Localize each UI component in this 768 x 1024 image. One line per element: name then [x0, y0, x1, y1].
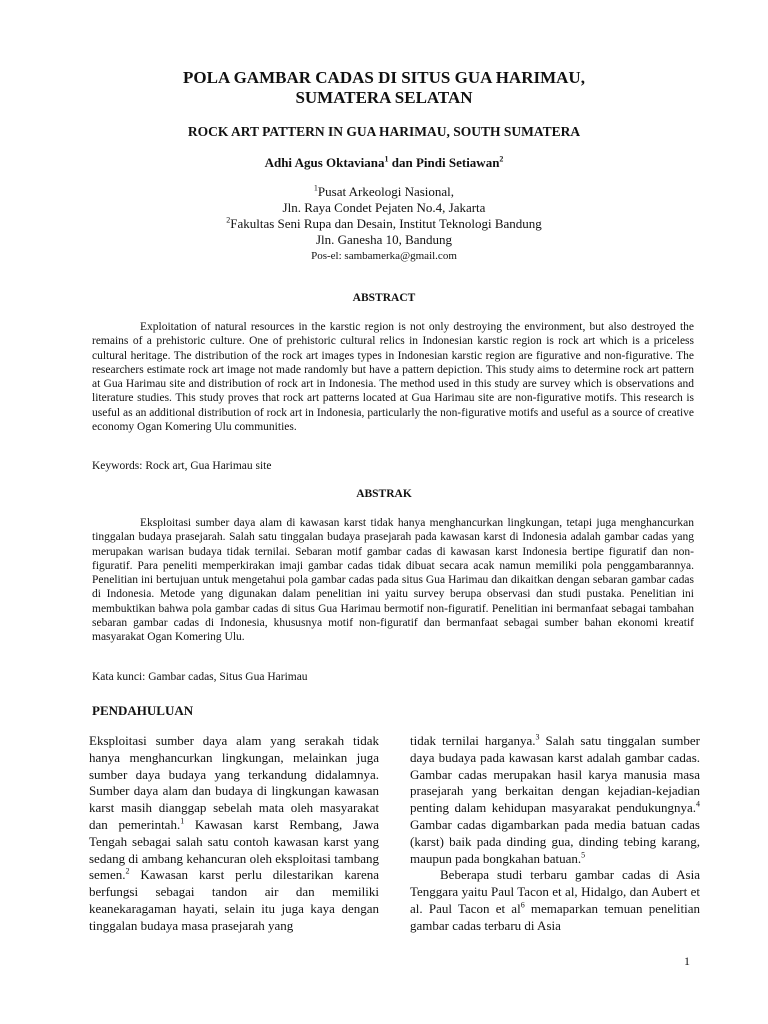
abstract-text: Exploitation of natural resources in the karstic region is not only destroying the environment, but also destroyed the remains of a prehistoric culture. One of prehistoric cultural relics in Indonesian karstic region is rock art which is a priceless cultural heritage. The distribution of the rock art images types in Indonesian karstic region are figurative and non-figurative. The researchers estimate rock art image not made randomly but have a pattern depiction. This study aims to determine rock art pattern at Gua Harimau site and distribution of rock art in Indonesia. The method used in this study are survey which is observations and literature studies. This study proves that rock art patterns located at Gua Harimau site are non-figurative motifs. This research is useful as an additional distribution of rock art in Indonesia, particularly the non-figurative motifs and useful as a source of creative economy Ogan Komering Ulu communities. [92, 321, 694, 434]
affil-1: Pusat Arkeologi Nasional, [317, 184, 455, 199]
col2-text-2: Salah satu tinggalan sumber daya budaya pada kawasan karst adalah gambar cadas. Gambar cadas merupakan hasil karya manusia masa prasejarah yang berkaitan dengan kejadian-kejadian penting dalam kehidupan masyarakat pendukungnya. [410, 733, 701, 816]
keywords: Keywords: Rock art, Gua Harimau site [92, 460, 272, 472]
title-line-1: POLA GAMBAR CADAS DI SITUS GUA HARIMAU, [183, 68, 585, 87]
col1-text-3: Kawasan karst perlu dilestarikan karena berfungsi sebagai tandon air dan memiliki keanekaragaman hayati, selain itu juga kaya dengan tinggalan budaya masa prasejarah yang [89, 867, 379, 933]
section-heading: PENDAHULUAN [92, 703, 194, 718]
affil-1-sup: 1 [313, 183, 318, 193]
abstrak-text: Eksploitasi sumber daya alam di kawasan karst tidak hanya menghancurkan lingkungan, tetapi juga menghancurkan tinggalan budaya prasejarah. Salah satu tinggalan budaya prasejarah pada kawasan karst di Indonesia adalah gambar cadas yang merupakan warisan budaya tidak ternilai. Sebaran motif gambar cadas di kawasan karst Indonesia bertipe figuratif dan non-figuratif. Para peneliti memperkirakan imaji gambar cadas tidak dibuat secara acak namun memiliki pola penggambarannya. Penelitian ini bertujuan untuk mengetahui pola gambar cadas pada situs Gua Harimau dan dikaitkan dengan sebaran gambar cadas di Indonesia. Metode yang digunakan dalam penelitian ini yaitu survey berupa observasi dan studi pustaka. Penelitian ini membuktikan bahwa pola gambar cadas di situs Gua Harimau bermotif non-figuratif. Penelitian ini bermanfaat sebagai tambahan sebaran gambar cadas di Indonesia, khususnya motif non-figuratif dan bermanfaat sebagai sumber bahan ekonomi kreatif masyarakat Ogan Komering Ulu. [92, 517, 694, 644]
english-title: ROCK ART PATTERN IN GUA HARIMAU, SOUTH SUMATERA [187, 124, 581, 139]
affiliations [0, 184, 768, 264]
affil-2: Fakultas Seni Rupa dan Desain, Institut Teknologi Bandung [230, 216, 542, 231]
col2-text-4: Beberapa studi terbaru gambar cadas di Asia Tenggara yaitu Paul Tacon et al, Hidalgo, dan Aubert et al. Paul Tacon et al [410, 867, 700, 916]
author-2-sup: 2 [499, 154, 504, 164]
kata-kunci: Kata kunci: Gambar cadas, Situs Gua Harimau [92, 671, 308, 683]
affil-1-address: Jln. Raya Condet Pejaten No.4, Jakarta [282, 200, 486, 215]
email: Pos-el: sambamerka@gmail.com [311, 250, 457, 262]
authors [0, 155, 768, 171]
author-2: Pindi Setiawan [415, 155, 500, 170]
footnote-ref-6: 6 [520, 900, 525, 910]
col2-text-1: tidak ternilai harganya. [410, 733, 536, 748]
col1-text-2: Kawasan karst Rembang, Jawa Tengah sebagai salah satu contoh kawasan karst yang sedang di ambang kehancuran oleh eksploitasi tambang semen. [89, 816, 379, 883]
col2-paragraph-2 [410, 867, 700, 934]
abstrak-heading: ABSTRAK [356, 488, 412, 500]
footnote-ref-2: 2 [125, 867, 130, 877]
footnote-ref-3: 3 [535, 732, 540, 742]
author-connector: dan [388, 155, 416, 170]
paper-title [0, 68, 768, 108]
affil-2-sup: 2 [226, 215, 231, 225]
footnote-ref-1: 1 [180, 816, 185, 826]
page-number: 1 [684, 954, 690, 968]
footnote-ref-5: 5 [581, 850, 586, 860]
col1-text-1: Eksploitasi sumber daya alam yang serakah tidak hanya menghancurkan lingkungan, melainkan juga sumber daya budaya yang terkandung didalamnya. Sumber daya alam dan budaya di lingkungan kawasan karst masih dianggap sebelah mata oleh masyarakat dan pemerintah. [89, 733, 379, 832]
author-1-sup: 1 [384, 154, 389, 164]
affil-2-address: Jln. Ganesha 10, Bandung [315, 232, 453, 247]
col2-paragraph-1 [410, 733, 700, 867]
col2-text-5: memaparkan temuan penelitian gambar cadas terbaru di Asia [410, 900, 700, 933]
footnote-ref-4: 4 [696, 799, 700, 809]
author-1: Adhi Agus Oktaviana [264, 155, 385, 170]
body-column-right [410, 733, 700, 935]
abstract-heading: ABSTRACT [352, 292, 416, 304]
title-line-2: SUMATERA SELATAN [295, 88, 473, 107]
body-column-left [89, 733, 379, 935]
col2-text-3: Gambar cadas digambarkan pada media batuan cadas (karst) baik pada dinding gua, dinding tebing karang, maupun pada bongkahan batuan. [410, 816, 700, 866]
